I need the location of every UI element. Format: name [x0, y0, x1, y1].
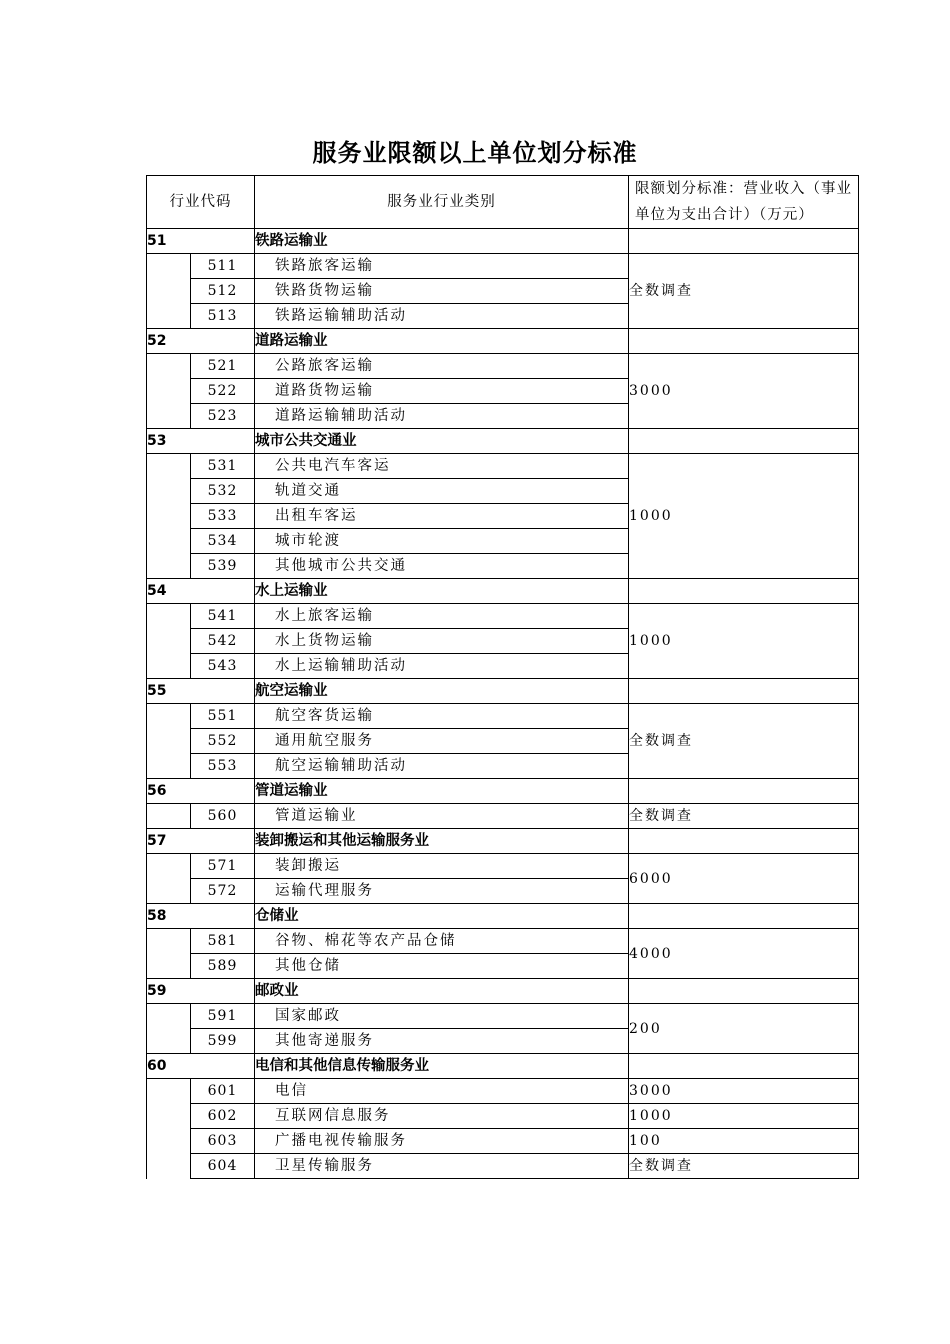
subcategory-name: 广播电视传输服务 [255, 1129, 629, 1154]
subcategory-code: 602 [191, 1104, 255, 1129]
category-code: 54 [147, 579, 255, 604]
category-criteria-empty [629, 904, 859, 929]
subcategory-row [147, 704, 859, 729]
category-row [147, 779, 859, 804]
subcategory-code: 533 [191, 504, 255, 529]
subcategory-name: 水上旅客运输 [255, 604, 629, 629]
category-row [147, 229, 859, 254]
category-criteria-empty [629, 779, 859, 804]
indent-cell [147, 954, 191, 979]
category-name: 铁路运输业 [255, 229, 629, 254]
subcategory-code: 521 [191, 354, 255, 379]
category-code: 58 [147, 904, 255, 929]
subcategory-code: 541 [191, 604, 255, 629]
subcategory-code: 553 [191, 754, 255, 779]
category-code: 56 [147, 779, 255, 804]
category-row [147, 429, 859, 454]
subcategory-name: 航空客货运输 [255, 704, 629, 729]
subcategory-row [147, 354, 859, 379]
indent-cell [147, 929, 191, 954]
category-name: 城市公共交通业 [255, 429, 629, 454]
indent-cell [147, 504, 191, 529]
category-row [147, 1054, 859, 1079]
subcategory-name: 铁路货物运输 [255, 279, 629, 304]
subcategory-name: 公共电汽车客运 [255, 454, 629, 479]
indent-cell [147, 604, 191, 629]
subcategory-name: 其他城市公共交通 [255, 554, 629, 579]
criteria-value: 1000 [629, 1104, 859, 1129]
subcategory-name: 轨道交通 [255, 479, 629, 504]
subcategory-code: 534 [191, 529, 255, 554]
category-criteria-empty [629, 1054, 859, 1079]
subcategory-row [147, 929, 859, 954]
subcategory-code: 601 [191, 1079, 255, 1104]
subcategory-name: 水上运输辅助活动 [255, 654, 629, 679]
subcategory-name: 卫星传输服务 [255, 1154, 629, 1179]
subcategory-code: 591 [191, 1004, 255, 1029]
category-code: 55 [147, 679, 255, 704]
indent-cell [147, 854, 191, 879]
subcategory-code: 543 [191, 654, 255, 679]
category-row [147, 579, 859, 604]
category-criteria-empty [629, 679, 859, 704]
indent-cell [147, 554, 191, 579]
indent-cell [147, 404, 191, 429]
criteria-value: 6000 [629, 854, 859, 904]
subcategory-name: 互联网信息服务 [255, 1104, 629, 1129]
indent-cell [147, 454, 191, 479]
category-criteria-empty [629, 829, 859, 854]
criteria-value: 1000 [629, 454, 859, 579]
subcategory-row [147, 454, 859, 479]
subcategory-name: 铁路运输辅助活动 [255, 304, 629, 329]
standards-table [146, 175, 859, 1179]
indent-cell [147, 479, 191, 504]
subcategory-name: 其他仓储 [255, 954, 629, 979]
subcategory-code: 531 [191, 454, 255, 479]
subcategory-name: 出租车客运 [255, 504, 629, 529]
category-row [147, 979, 859, 1004]
subcategory-name: 通用航空服务 [255, 729, 629, 754]
indent-cell [147, 804, 191, 829]
subcategory-row [147, 254, 859, 279]
indent-cell [147, 654, 191, 679]
indent-cell [147, 1104, 191, 1129]
indent-cell [147, 279, 191, 304]
criteria-value: 3000 [629, 354, 859, 429]
subcategory-row [147, 804, 859, 829]
subcategory-code: 523 [191, 404, 255, 429]
indent-cell [147, 1154, 191, 1179]
subcategory-name: 其他寄递服务 [255, 1029, 629, 1054]
category-code: 59 [147, 979, 255, 1004]
subcategory-code: 539 [191, 554, 255, 579]
category-code: 51 [147, 229, 255, 254]
indent-cell [147, 879, 191, 904]
subcategory-name: 城市轮渡 [255, 529, 629, 554]
category-criteria-empty [629, 229, 859, 254]
category-name: 电信和其他信息传输服务业 [255, 1054, 629, 1079]
subcategory-code: 512 [191, 279, 255, 304]
criteria-value: 3000 [629, 1079, 859, 1104]
subcategory-name: 航空运输辅助活动 [255, 754, 629, 779]
subcategory-row [147, 1104, 859, 1129]
subcategory-name: 铁路旅客运输 [255, 254, 629, 279]
category-criteria-empty [629, 979, 859, 1004]
subcategory-name: 运输代理服务 [255, 879, 629, 904]
subcategory-code: 532 [191, 479, 255, 504]
subcategory-code: 522 [191, 379, 255, 404]
subcategory-code: 560 [191, 804, 255, 829]
category-criteria-empty [629, 579, 859, 604]
subcategory-name: 道路运输辅助活动 [255, 404, 629, 429]
indent-cell [147, 1029, 191, 1054]
category-name: 仓储业 [255, 904, 629, 929]
subcategory-row [147, 1004, 859, 1029]
header-category: 服务业行业类别 [255, 176, 629, 229]
subcategory-code: 572 [191, 879, 255, 904]
subcategory-code: 603 [191, 1129, 255, 1154]
subcategory-code: 599 [191, 1029, 255, 1054]
indent-cell [147, 1129, 191, 1154]
subcategory-row [147, 1129, 859, 1154]
criteria-value: 全数调查 [629, 804, 859, 829]
criteria-value: 100 [629, 1129, 859, 1154]
criteria-value: 4000 [629, 929, 859, 979]
category-row [147, 904, 859, 929]
indent-cell [147, 1079, 191, 1104]
category-row [147, 829, 859, 854]
subcategory-name: 水上货物运输 [255, 629, 629, 654]
subcategory-row [147, 854, 859, 879]
subcategory-name: 公路旅客运输 [255, 354, 629, 379]
criteria-value: 1000 [629, 604, 859, 679]
category-code: 52 [147, 329, 255, 354]
subcategory-name: 管道运输业 [255, 804, 629, 829]
category-criteria-empty [629, 429, 859, 454]
subcategory-code: 589 [191, 954, 255, 979]
subcategory-row [147, 1079, 859, 1104]
subcategory-name: 道路货物运输 [255, 379, 629, 404]
subcategory-row [147, 1154, 859, 1179]
indent-cell [147, 354, 191, 379]
subcategory-code: 571 [191, 854, 255, 879]
subcategory-name: 电信 [255, 1079, 629, 1104]
table-body [147, 229, 859, 1179]
indent-cell [147, 629, 191, 654]
header-criteria: 限额划分标准：营业收入（事业单位为支出合计）（万元） [629, 176, 859, 229]
subcategory-code: 604 [191, 1154, 255, 1179]
subcategory-code: 551 [191, 704, 255, 729]
category-code: 53 [147, 429, 255, 454]
category-criteria-empty [629, 329, 859, 354]
category-name: 航空运输业 [255, 679, 629, 704]
indent-cell [147, 754, 191, 779]
category-name: 邮政业 [255, 979, 629, 1004]
category-row [147, 679, 859, 704]
indent-cell [147, 304, 191, 329]
indent-cell [147, 254, 191, 279]
indent-cell [147, 729, 191, 754]
subcategory-name: 谷物、棉花等农产品仓储 [255, 929, 629, 954]
criteria-value: 全数调查 [629, 704, 859, 779]
criteria-value: 200 [629, 1004, 859, 1054]
subcategory-row [147, 604, 859, 629]
category-name: 水上运输业 [255, 579, 629, 604]
subcategory-code: 511 [191, 254, 255, 279]
table-header-row [147, 176, 859, 229]
indent-cell [147, 1004, 191, 1029]
category-code: 57 [147, 829, 255, 854]
indent-cell [147, 379, 191, 404]
category-name: 装卸搬运和其他运输服务业 [255, 829, 629, 854]
criteria-value: 全数调查 [629, 254, 859, 329]
subcategory-code: 581 [191, 929, 255, 954]
indent-cell [147, 529, 191, 554]
category-row [147, 329, 859, 354]
criteria-value: 全数调查 [629, 1154, 859, 1179]
category-code: 60 [147, 1054, 255, 1079]
header-industry-code: 行业代码 [147, 176, 255, 229]
page-title: 服务业限额以上单位划分标准 [312, 139, 638, 167]
subcategory-code: 513 [191, 304, 255, 329]
subcategory-code: 552 [191, 729, 255, 754]
category-name: 道路运输业 [255, 329, 629, 354]
indent-cell [147, 704, 191, 729]
subcategory-code: 542 [191, 629, 255, 654]
subcategory-name: 装卸搬运 [255, 854, 629, 879]
subcategory-name: 国家邮政 [255, 1004, 629, 1029]
category-name: 管道运输业 [255, 779, 629, 804]
